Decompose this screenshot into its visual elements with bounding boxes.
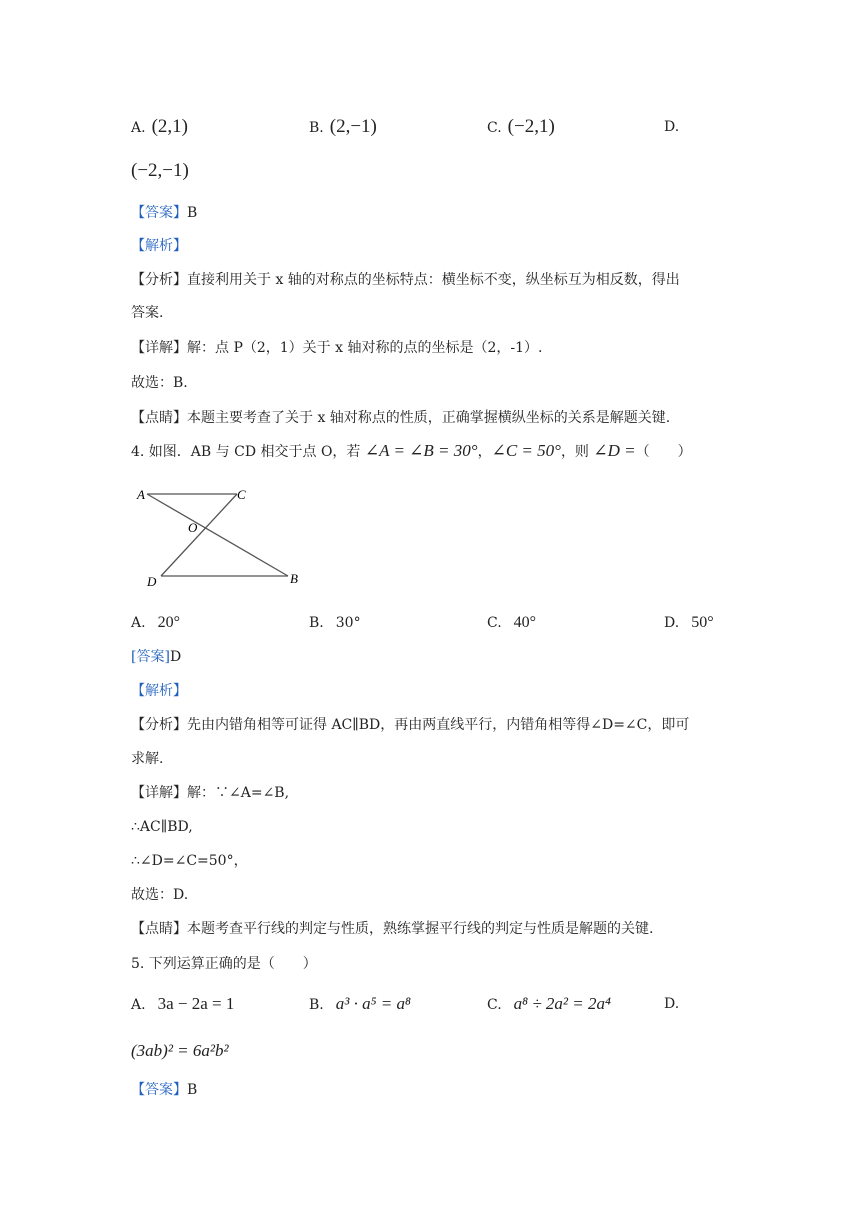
q3-dianjing: [131, 408, 670, 428]
q4-dianjing: [131, 919, 653, 939]
option-label: A.: [131, 997, 146, 1013]
q5-option-d: [664, 993, 679, 1015]
option-value: 20°: [157, 614, 180, 631]
q4-answer: [131, 647, 181, 667]
stem-text: （ ）: [635, 444, 692, 460]
q3-answer: [131, 203, 197, 223]
option-value: 50°: [691, 614, 714, 631]
q4-analysis-tag: 【解析】: [131, 683, 187, 699]
q5-option-a: [131, 993, 234, 1016]
q4-step-1: ∴AC∥BD,: [131, 819, 193, 835]
option-value: 40°: [513, 614, 537, 631]
option-label: B.: [309, 120, 324, 136]
option-value: (−2,−1): [131, 160, 189, 181]
label-b: B: [290, 571, 298, 586]
q4-xiangjie: [131, 783, 289, 803]
geometry-figure: [135, 482, 305, 592]
stem-math: ∠D =: [593, 441, 636, 460]
q3-choose: 故选：B.: [131, 375, 188, 391]
q3-option-b: [309, 116, 377, 139]
q4-option-c: [487, 612, 536, 634]
option-label: C.: [487, 997, 502, 1013]
label-o: O: [188, 520, 198, 535]
label-a: A: [137, 487, 145, 502]
dianjing-text: 本题主要考查了关于 x 轴对称点的性质，正确掌握横纵坐标的关系是解题关键.: [187, 410, 671, 426]
q3-xiangjie: [131, 338, 542, 358]
answer-tag: [答案]: [131, 649, 170, 665]
option-label: A.: [131, 120, 146, 136]
fenxi-tag: 【分析】: [131, 717, 187, 733]
q3-option-a: [131, 116, 188, 139]
option-value: a⁸ ÷ 2a² = 2a⁴: [513, 994, 611, 1013]
q4-option-b: [309, 612, 361, 634]
fenxi-text: 直接利用关于 x 轴的对称点的坐标特点：横坐标不变，纵坐标互为相反数，得出: [187, 272, 680, 288]
dianjing-tag: 【点睛】: [131, 921, 187, 937]
q4-fenxi-line-1: [131, 715, 689, 735]
xiangjie-tag: 【详解】: [131, 785, 187, 801]
q4-fenxi-line-2: 求解.: [131, 751, 164, 767]
label-c: C: [237, 487, 246, 502]
q3-option-d: [664, 116, 679, 138]
q5-option-c: [487, 993, 611, 1016]
option-label: B.: [309, 997, 324, 1013]
q3-analysis-tag: 【解析】: [131, 238, 187, 254]
segment-ab: [147, 494, 288, 576]
option-value: 3a − 2a = 1: [157, 994, 235, 1013]
answer-tag: 【答案】: [131, 1082, 187, 1098]
stem-text: ，: [477, 444, 492, 460]
fenxi-text: 先由内错角相等可证得 AC∥BD，再由两直线平行，内错角相等得∠D=∠C，即可: [187, 717, 690, 733]
q3-fenxi-line-1: [131, 270, 680, 290]
q5-answer: [131, 1080, 197, 1100]
option-label: D.: [664, 119, 680, 135]
fenxi-tag: 【分析】: [131, 272, 187, 288]
dianjing-tag: 【点睛】: [131, 410, 187, 426]
answer-value: B: [187, 1082, 198, 1098]
stem-text: 4. 如图．AB 与 CD 相交于点 O，若: [131, 444, 365, 460]
option-label: C.: [487, 615, 502, 631]
stem-text: ，则: [560, 444, 594, 460]
q4-step-2: ∴∠D=∠C=50°，: [131, 853, 248, 869]
option-label: D.: [664, 996, 680, 1012]
option-value: (2,1): [151, 116, 188, 137]
q5-option-d-value: [131, 1040, 229, 1063]
option-value: a³ · a⁵ = a⁸: [335, 994, 411, 1013]
option-value: 30°: [335, 615, 361, 631]
option-label: C.: [487, 120, 502, 136]
q5-option-b: [309, 993, 411, 1016]
q4-choose: 故选：D.: [131, 887, 189, 903]
stem-math: ∠A = ∠B = 30°: [364, 441, 478, 460]
xiangjie-tag: 【详解】: [131, 340, 187, 356]
option-value: (3ab)² = 6a²b²: [131, 1041, 229, 1060]
option-value: (−2,1): [507, 116, 555, 137]
dianjing-text: 本题考查平行线的判定与性质，熟练掌握平行线的判定与性质是解题的关键.: [187, 921, 654, 937]
option-label: B.: [309, 615, 324, 631]
q3-option-c: [487, 116, 555, 139]
answer-value: D: [169, 649, 182, 665]
xiangjie-text: 解：点 P（2，1）关于 x 轴对称的点的坐标是（2，-1）.: [187, 340, 543, 356]
q4-stem: [131, 441, 692, 462]
stem-math: ∠C = 50°: [491, 441, 561, 460]
segment-cd: [161, 494, 237, 576]
q4-option-d: [664, 612, 714, 634]
answer-tag: 【答案】: [131, 205, 187, 221]
answer-value: B: [187, 205, 198, 221]
option-label: A.: [131, 615, 146, 631]
q3-fenxi-line-2: 答案.: [131, 305, 164, 321]
option-value: (2,−1): [329, 116, 377, 137]
q5-stem: 5. 下列运算正确的是（ ）: [131, 956, 317, 972]
label-d: D: [147, 574, 157, 589]
xiangjie-text: 解：∵∠A=∠B,: [187, 785, 290, 801]
option-label: D.: [664, 615, 680, 631]
q4-option-a: [131, 612, 180, 634]
q3-option-d-value: [131, 160, 189, 183]
